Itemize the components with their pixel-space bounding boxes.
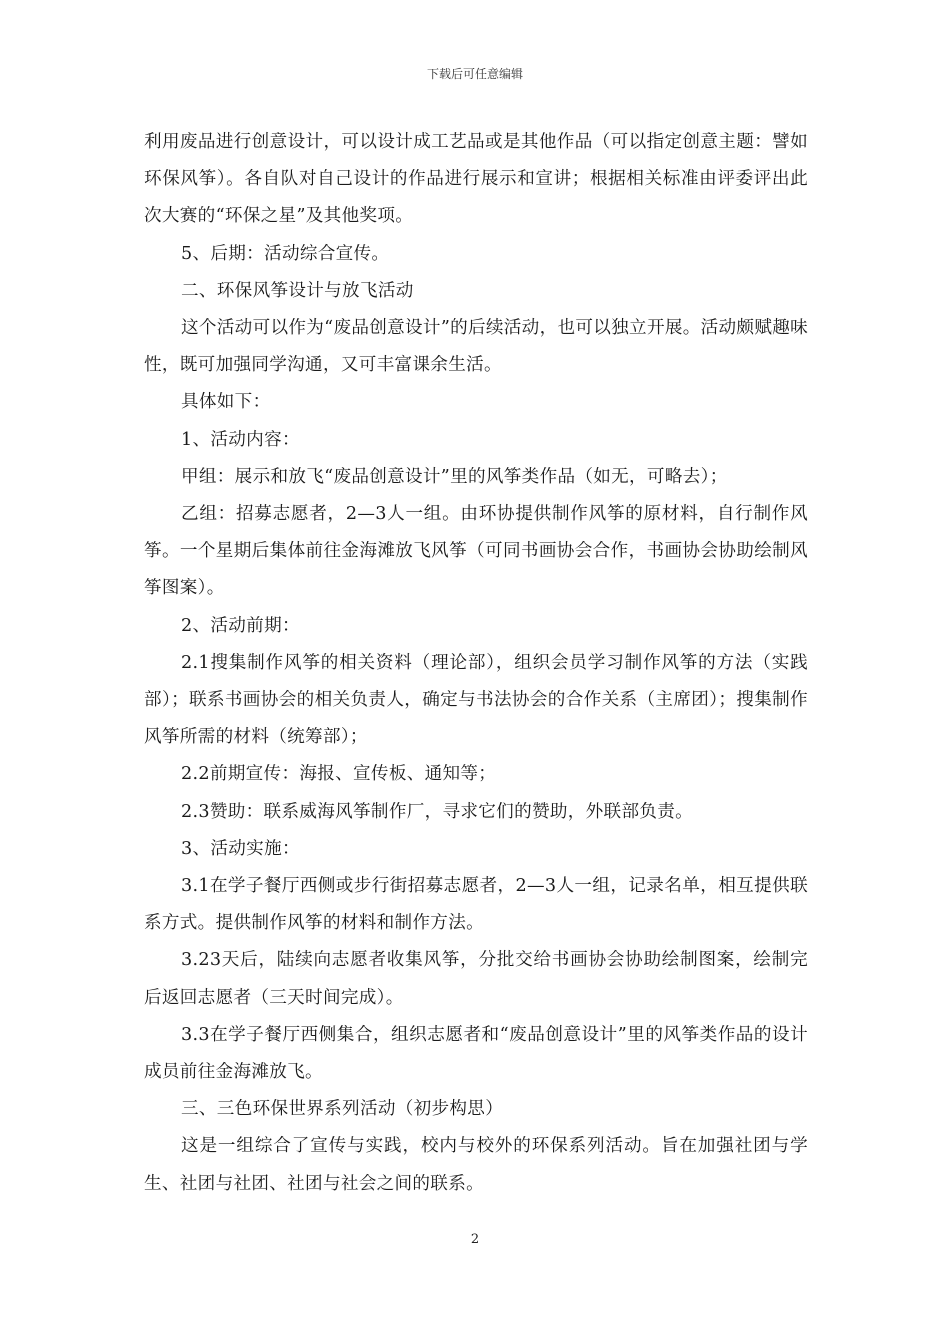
body-paragraph: 三、三色环保世界系列活动（初步构思） bbox=[181, 1099, 504, 1120]
body-paragraph: 1、活动内容： bbox=[181, 429, 300, 450]
body-paragraph: 这个活动可以作为“废品创意设计”的后续活动，也可以独立开展。活动颇赋趣味性，既可加强同学沟通，又可丰富课余生活。 bbox=[144, 318, 808, 376]
body-paragraph: 具体如下： bbox=[181, 392, 271, 413]
body-paragraph: 5、后期：活动综合宣传。 bbox=[181, 243, 390, 264]
body-paragraph: 2、活动前期： bbox=[181, 615, 300, 636]
body-paragraph: 3、活动实施： bbox=[181, 838, 300, 859]
body-paragraph: 2.3赞助：联系威海风筝制作厂，寻求它们的赞助，外联部负责。 bbox=[181, 801, 694, 822]
body-paragraph: 利用废品进行创意设计，可以设计成工艺品或是其他作品（可以指定创意主题：譬如环保风筝）。各自队对自己设计的作品进行展示和宣讲；根据相关标准由评委评出此次大赛的“环保之星”及其他奖项。 bbox=[144, 132, 808, 227]
body-paragraph: 甲组：展示和放飞“废品创意设计”里的风筝类作品（如无，可略去）； bbox=[181, 466, 728, 487]
body-paragraph: 乙组：招募志愿者，2—3人一组。由环协提供制作风筝的原材料，自行制作风筝。一个星期后集体前往金海滩放飞风筝（可同书画协会合作，书画协会协助绘制风筝图案）。 bbox=[144, 504, 808, 599]
page-header: 下载后可任意编辑 bbox=[426, 67, 523, 81]
body-paragraph: 2.1搜集制作风筝的相关资料（理论部），组织会员学习制作风筝的方法（实践部）；联系书画协会的相关负责人，确定与书法协会的合作关系（主席团）；搜集制作风筝所需的材料（统筹部）； bbox=[144, 652, 808, 748]
body-paragraph: 二、环保风筝设计与放飞活动 bbox=[181, 280, 414, 301]
body-paragraph: 3.3在学子餐厅西侧集合，组织志愿者和“废品创意设计”里的风筝类作品的设计成员前往金海滩放飞。 bbox=[144, 1024, 808, 1083]
body-paragraph: 这是一组综合了宣传与实践，校内与校外的环保系列活动。旨在加强社团与学生、社团与社团、社团与社会之间的联系。 bbox=[144, 1136, 808, 1194]
body-paragraph: 2.2前期宣传：海报、宣传板、通知等； bbox=[181, 764, 497, 785]
body-paragraph: 3.23天后，陆续向志愿者收集风筝，分批交给书画协会协助绘制图案，绘制完后返回志愿者（三天时间完成）。 bbox=[144, 950, 808, 1008]
page-number: 2 bbox=[470, 1232, 480, 1247]
document-body bbox=[144, 124, 808, 1203]
body-paragraph: 3.1在学子餐厅西侧或步行街招募志愿者，2—3人一组，记录名单，相互提供联系方式。提供制作风筝的材料和制作方法。 bbox=[144, 876, 808, 934]
